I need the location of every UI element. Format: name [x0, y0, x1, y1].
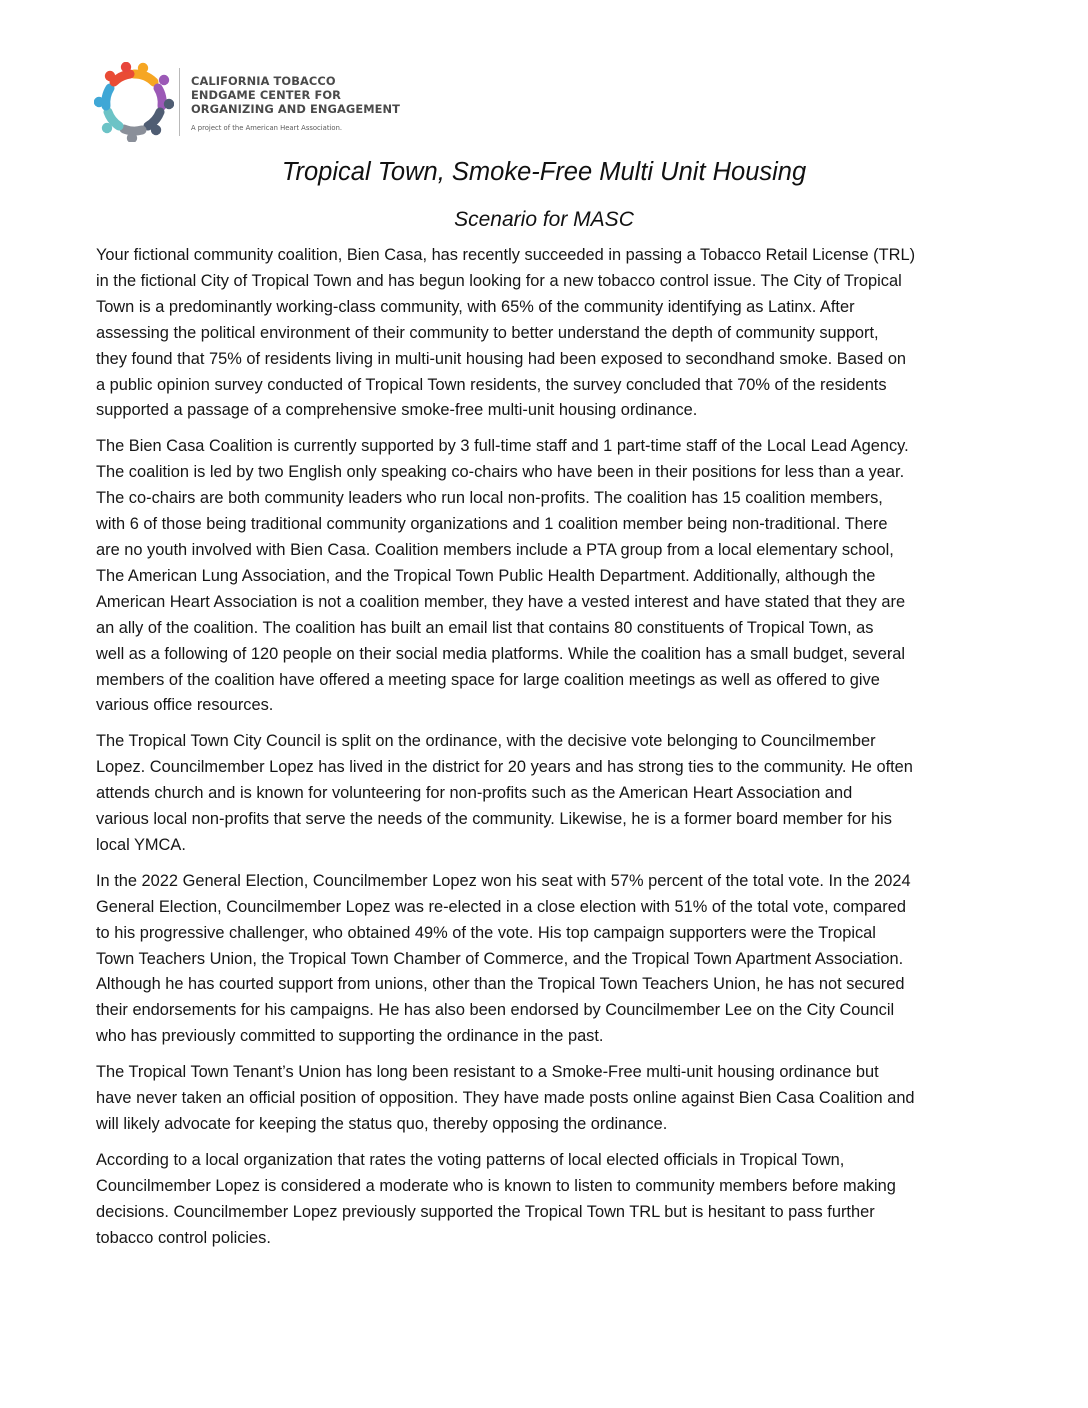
paragraph-line: The Tropical Town City Council is split on the ordinance, with the decisive vote belonging to Councilmember [96, 732, 876, 751]
paragraph-line: Councilmember Lopez is considered a moderate who is known to listen to community members before making [96, 1176, 896, 1195]
body-paragraph [96, 1060, 996, 1138]
paragraph-line: have never taken an official position of opposition. They have made posts online against Bien Casa Coalition and [96, 1089, 915, 1108]
logo-divider [179, 68, 180, 136]
body-paragraph [96, 729, 996, 859]
paragraph-line: The Tropical Town Tenant’s Union has long been resistant to a Smoke-Free multi-unit housing ordinance but [96, 1063, 879, 1082]
org-name-line: ENDGAME CENTER FOR [191, 88, 342, 102]
paragraph-line: Town Teachers Union, the Tropical Town Chamber of Commerce, and the Tropical Town Apartment Association. [96, 949, 904, 968]
org-logo-block [94, 62, 424, 144]
paragraph-line: The co-chairs are both community leaders who run local non-profits. The coalition has 15 coalition members, [96, 489, 883, 508]
paragraph-line: well as a following of 120 people on their social media platforms. While the coalition has a small budget, several [96, 644, 906, 663]
paragraph-line: decisions. Councilmember Lopez previously supported the Tropical Town TRL but is hesitant to pass further [96, 1202, 875, 1221]
paragraph-line: in the fictional City of Tropical Town and has begun looking for a new tobacco control issue. The City of Tropical [96, 271, 902, 290]
paragraph-line: According to a local organization that rates the voting patterns of local elected officials in Tropical Town, [96, 1150, 845, 1169]
body-paragraph [96, 869, 996, 1050]
paragraph-line: various local non-profits that serve the needs of the community. Likewise, he is a former board member for his [96, 810, 892, 829]
paragraph-line: assessing the political environment of their community to better understand the depth of community support, [96, 323, 879, 342]
paragraph-line: various office resources. [96, 696, 274, 715]
paragraph-line: a public opinion survey conducted of Tropical Town residents, the survey concluded that 70% of the residents [96, 375, 887, 394]
paragraph-line: with 6 of those being traditional community organizations and 1 coalition member being non-traditional. There [96, 515, 888, 534]
paragraph-line: their endorsements for his campaigns. He has also been endorsed by Councilmember Lee on the City Council [96, 1001, 895, 1020]
paragraph-line: General Election, Councilmember Lopez was re-elected in a close election with 51% of the total vote, compared [96, 897, 906, 916]
paragraph-line: Your fictional community coalition, Bien Casa, has recently succeeded in passing a Tobacco Retail License (TRL) [96, 246, 916, 264]
org-name [191, 74, 431, 116]
document-title: Tropical Town, Smoke-Free Multi Unit Housing [281, 158, 807, 186]
org-name-line: CALIFORNIA TOBACCO [191, 74, 336, 88]
document-subtitle: Scenario for MASC [454, 208, 634, 231]
paragraph-line: who has previously committed to supporting the ordinance in the past. [96, 1027, 604, 1046]
paragraph-line: The Bien Casa Coalition is currently supported by 3 full-time staff and 1 part-time staff of the Local Lead Agency. [96, 437, 909, 456]
people-circle-logo-icon [94, 62, 174, 142]
paragraph-line: local YMCA. [96, 835, 186, 854]
paragraph-line: Although he has courted support from unions, other than the Tropical Town Teachers Union, he has not secured [96, 975, 905, 994]
paragraph-line: an ally of the coalition. The coalition has built an email list that contains 80 constituents of Tropical Town, as [96, 618, 874, 637]
paragraph-line: American Heart Association is not a coalition member, they have a vested interest and have stated that they are [96, 592, 906, 611]
paragraph-line: to his progressive challenger, who obtained 49% of the vote. His top campaign supporters were the Tropical [96, 923, 876, 942]
document-body [96, 243, 996, 1262]
body-paragraph [96, 434, 996, 719]
paragraph-line: The American Lung Association, and the Tropical Town Public Health Department. Additionally, although the [96, 566, 876, 585]
org-tagline: A project of the American Heart Association. [191, 124, 343, 132]
paragraph-line: members of the coalition have offered a meeting space for large coalition meetings as well as offered to give [96, 670, 880, 689]
paragraph-line: they found that 75% of residents living in multi-unit housing had been exposed to secondhand smoke. Based on [96, 349, 907, 368]
paragraph-line: The coalition is led by two English only speaking co-chairs who have been in their positions for less than a year. [96, 463, 905, 482]
org-name-line: ORGANIZING AND ENGAGEMENT [191, 102, 401, 116]
body-paragraph [96, 243, 996, 424]
paragraph-line: will likely advocate for keeping the status quo, thereby opposing the ordinance. [96, 1115, 668, 1133]
paragraph-line: supported a passage of a comprehensive smoke-free multi-unit housing ordinance. [96, 401, 698, 420]
paragraph-line: attends church and is known for volunteering for non-profits such as the American Heart Association and [96, 784, 853, 803]
paragraph-line: In the 2022 General Election, Councilmember Lopez won his seat with 57% percent of the total vote. In the 2024 [96, 871, 911, 890]
paragraph-line: Lopez. Councilmember Lopez has lived in the district for 20 years and has strong ties to the community. He often [96, 758, 913, 777]
paragraph-line: Town is a predominantly working-class community, with 65% of the community identifying as Latinx. After [96, 297, 855, 316]
body-paragraph [96, 1148, 996, 1252]
paragraph-line: tobacco control policies. [96, 1228, 271, 1247]
paragraph-line: are no youth involved with Bien Casa. Coalition members include a PTA group from a local elementary school, [96, 540, 894, 559]
